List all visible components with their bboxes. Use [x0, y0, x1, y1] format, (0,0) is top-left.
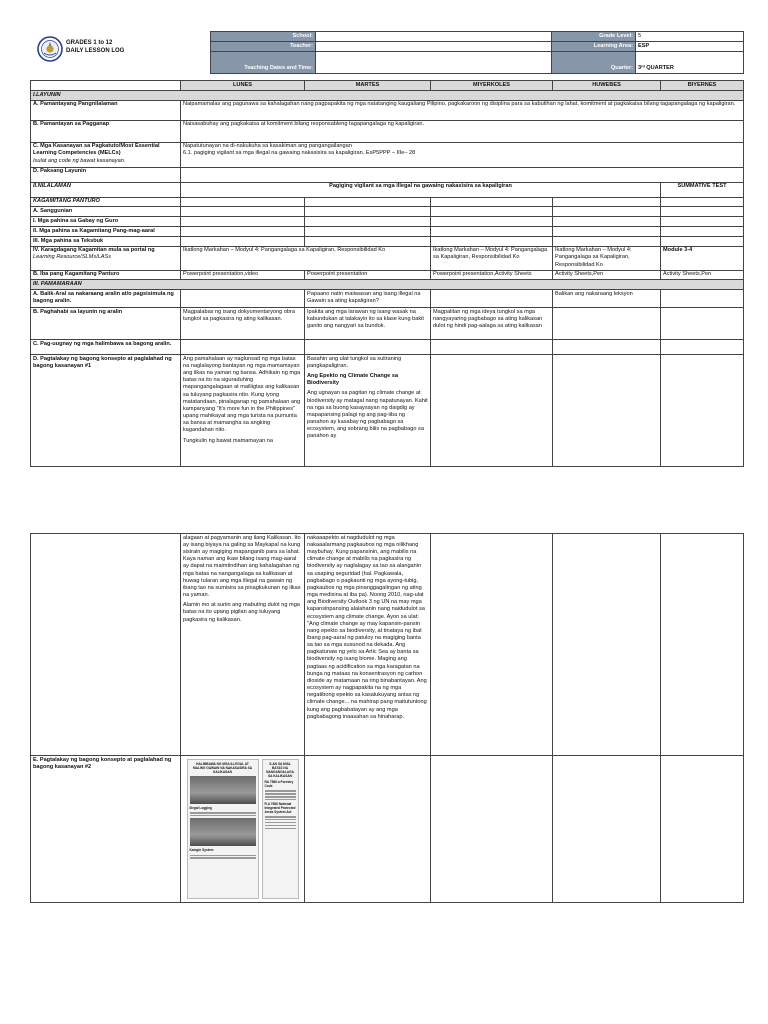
- quarter-label: Quarter:: [552, 51, 636, 73]
- day-header-miyerkoles: MIYERKOLES: [431, 81, 553, 91]
- continued-lunes-p2: Alamin mo at suriin ang mabuting dulot ng mga batas na ito upang pigilan ang tuluyang pagkasira ng kalikasan.: [183, 602, 300, 623]
- cell-melcs: [181, 142, 744, 167]
- cell-karagdagan-biyernes: Module 3-4: [661, 246, 744, 270]
- quarter-value[interactable]: 3ʳᵈ QUARTER: [636, 51, 744, 73]
- row-label-pagtalakay-1: D. Pagtalakay ng bagong konsepto at paglalahad ng bagong kasanayan #1: [31, 355, 181, 467]
- day-header-biyernes: BIYERNES: [661, 81, 744, 91]
- page-2: [0, 532, 768, 912]
- day-header-lunes: LUNES: [181, 81, 305, 91]
- row-label-iba-pang-kagamitan: B. Iba pang Kagamitang Panturo: [31, 270, 181, 280]
- row-label-karagdagang-kagamitan: [31, 246, 181, 270]
- teacher-label: Teacher:: [211, 41, 316, 51]
- cell-pagtalakay-1-martes: [305, 355, 431, 467]
- lesson-table-page-1: [30, 80, 744, 467]
- continued-label-cell: [31, 534, 181, 756]
- cell-iba-huwebes: Activity Sheets,Pen: [553, 270, 661, 280]
- melcs-text-1: Napatutunayan na di-nakukuha sa kasakiman ang pangangailangan: [183, 143, 352, 150]
- infographic-right-title: ILAN SA MGA BATAS NA NANGANGALAGA SA KALIKASAN: [266, 761, 294, 779]
- cell-paghahabi-miyerkoles: Magpalitan ng mga ideya tungkol sa mga nangyayaring pagbabago sa ating kalikasan dulot ng hindi pag-aalaga sa ating kalikasan: [431, 308, 553, 340]
- learning-area-label: Learning Area:: [552, 41, 636, 51]
- infographic-left-title: HALIMBAWA NG MGA ILLEGAL AT MALING GAWAIN NA NAKASASIRA SA KALIKASAN: [192, 761, 253, 774]
- infographic-left: [187, 759, 259, 899]
- cell-iba-lunes: Powerpoint presentation,video: [181, 270, 305, 280]
- logging-photo: [190, 776, 256, 804]
- row-label-gabay-ng-guro: I. Mga pahina sa Gabay ng Guro: [31, 217, 181, 227]
- continued-lunes-p1: alagaan at pagyamanin ang ilang Kalikasan. Ito ay isang biyaya na galing sa Maykapal na kung sisirain ay magiging mapanganib para sa lahat. Kaya naman ang ikaw bilang isang mag-aaral ay dapat na maimtindihan ang kahalagahan ng mga batas na nangangalaga sa kalikasan at huwag tularan ang mga illegal na gawain ng ibang tao na sumisira sa pinagkukunan ng ilkas na yaman.: [183, 534, 301, 599]
- row-label-pag-uugnay: C. Pag-uugnay ng mga halimbawa sa bagong aralin.: [31, 340, 181, 355]
- cell-iba-biyernes: Activity Sheets,Pen: [661, 270, 744, 280]
- row-label-teksbuk: III. Mga pahina sa Teksbuk: [31, 236, 181, 246]
- teacher-field[interactable]: [316, 41, 552, 51]
- row-label-sanggunian: A. Sanggunian: [31, 207, 181, 217]
- cell-balik-huwebes: Balikan ang nakaraang leksyon: [553, 290, 661, 308]
- cell-continued-lunes: [181, 534, 305, 756]
- article-title: Ang Epekto ng Climate Change sa Biodiversity: [307, 373, 399, 387]
- cell-pamantayan-sa-pagganap: Naisasabuhay ang pagkakaisa at komitment bilang responsableng tagapangalaga ng kapaligiran.: [181, 120, 744, 142]
- school-field[interactable]: [316, 32, 552, 42]
- section-layunin: I.LAYUNIN: [31, 90, 744, 100]
- cell-paghahabi-lunes: Magpalabas ng isang dokyumentaryong obra tungkol sa pagkasira ng ating kalikasan.: [181, 308, 305, 340]
- learning-area-value[interactable]: ESP: [636, 41, 744, 51]
- lesson-table-page-2: [30, 533, 744, 903]
- kaingin-photo: [190, 818, 256, 846]
- grade-level-label: Grade Level:: [552, 32, 636, 42]
- infographic-thumbnail: [187, 759, 299, 899]
- page-1: [0, 0, 768, 500]
- karagdagan-note: Learning Resource/SLMs/LASs: [33, 254, 112, 261]
- row-label-pamantayang-pangnilalaman: A. Pamantayang Pangnilalaman: [31, 100, 181, 120]
- section-kagamitang-panturo: KAGAMITANG PANTURO: [31, 197, 181, 207]
- teaching-dates-label: Teaching Dates and Time:: [211, 51, 316, 73]
- pagtalakay-1-martes-p1: Basahin ang ulat tungkol sa suliraning pangkapaligiran.: [307, 355, 402, 370]
- infographic-item-1: RA 7586 a Forestry Code: [264, 780, 294, 789]
- cell-iba-miyerkoles: Powerpoint presentation,Activity Sheets: [431, 270, 553, 280]
- cell-paksang-layunin[interactable]: [181, 167, 744, 182]
- infographic-caption-2: Kaingin System: [189, 848, 214, 853]
- cell-karagdagan-huwebes: Ikatlong Markahan – Modyul 4: Pangangalaga sa Kapaligiran, Responsibilidad Ko: [553, 246, 661, 270]
- section-nilalaman: II.NILALAMAN: [31, 182, 181, 197]
- row-label-pamantayan-sa-pagganap: B. Pamantayan sa Pagganap: [31, 120, 181, 142]
- day-header-huwebes: HUWEBES: [553, 81, 661, 91]
- cell-iba-martes: Powerpoint presentation: [305, 270, 431, 280]
- infographic-caption-1: Illegal Logging: [189, 806, 212, 811]
- melcs-note: Isulat ang code ng bawat kasanayan.: [33, 157, 126, 164]
- form-title: GRADES 1 to 12 DAILY LESSON LOG: [66, 40, 125, 54]
- row-label-melcs: [31, 142, 181, 167]
- cell-paghahabi-martes: Ipakita ang mga larawan ng isang wasak na kabundukan at talakayin ito sa klase kung bakit ganito ang nangyari sa bundok.: [305, 308, 431, 340]
- header-table: [210, 31, 744, 74]
- school-label: School:: [211, 32, 316, 42]
- deped-seal-icon: [37, 36, 63, 62]
- corner-cell: [31, 81, 181, 91]
- cell-pagtalakay-1-lunes: [181, 355, 305, 467]
- row-label-paghahabi: B. Paghahabi sa layunin ng aralin: [31, 308, 181, 340]
- cell-karagdagan-lunes: Ikatlong Markahan – Modyul 4: Pangangalaga sa Kapaligiran, Responsibilidad Ko: [181, 246, 431, 270]
- cell-pagtalakay-2-lunes: [181, 756, 305, 903]
- cell-karagdagan-miyerkoles: Ikatlong Markahan – Modyul 4: Pangangalaga sa Kapaligiran, Responsibilidad Ko: [431, 246, 553, 270]
- teaching-dates-field[interactable]: [316, 51, 552, 73]
- cell-nilalaman: Pagiging vigilant sa mga illegal na gawaing nakasisira sa kapaligiran: [181, 182, 661, 197]
- grade-level-value[interactable]: 5: [636, 32, 744, 42]
- pagtalakay-1-lunes-p2: Tungkulin ng bawat mamamayan na: [183, 437, 273, 444]
- cell-pamantayang-pangnilalaman: Naipamamalas ang pagunawa sa kahalagahan nang pagpapakita ng mga natatanging kaugaliang Pilipino, pagkakaroon ng disiplina para sa kabutihan ng lahat, komitment at pagkakaisa bilang tagapangalaga ng kapaligiran.: [181, 100, 744, 120]
- pagtalakay-1-martes-p2: Ang ugnayan sa pagitan ng climate change at biodiversity ay matagal nang napatunayan. Kahit na nga sa buong kasaysayan ng daigdig ay mapapansing palagi ng ang pag-iiba ng panahon ay kasabay ng pagbabago sa ecosystem, ang sobrang bilis na pagbabago sa panahon ay: [307, 390, 428, 440]
- melcs-text-2: 6.1. pagiging vigilant sa mga illegal na gawaing nakasisira sa kapaligiran. EsP5PPP – IIIe– 28: [183, 150, 416, 157]
- row-label-paksang-layunin: D. Paksang Layunin: [31, 167, 181, 182]
- section-pamamaraan: III. PAMAMARAAN: [31, 280, 744, 290]
- cell-balik-martes: Papaano natin maiiwasan ang isang illegal na Gawain sa ating kapaligiran?: [305, 290, 431, 308]
- melcs-label: C. Mga Kasanayan sa Pagkatuto/Most Essential Learning Competencies (MELCs): [33, 143, 160, 157]
- pagtalakay-1-lunes-p1: Ang pamahalaan ay naglunsad ng mga batas na naglalayong bantayan ng mga mamamayan ang ilkas na yaman ng bansa. Adhikain ng mga batas na ito na siguraduhing mapangangalagaan at mailiigtas ang kalikasan sa tuluyang pagkasira nito. Kung iyong matatandaan, pinalaganap ng pamahalaan ang kampanyang "It's more fun in the Philippines" upang mahikayat ang mga turista na pumunta sa bansa at mamangha sa angking kagandahan nito.: [183, 355, 301, 434]
- cell-continued-martes: nakaaapekto at nagdudulot ng mga nakaaalarmang pagkaubos ng mga nilikhang maybuhay. Kung papansinin, ang mabilis na climate change at mabilis na pagkasira ng biodiversity ay naglalagay sa tao sa alanganin sa usaping seguridad (hal. Pagkawala, pagbabago o pagkaunti ng mga ayong-tubig, pagkaubos ng mga pinanggagalingan ng ating mga medisina at iba pa). Noong 2010, nag-ulat ang Biodiversity Outlook 3 ng UN na may mga kapansinpansing alalahanin nang naidudulot sa ecosystem ang climate change. Ayon sa ulat: "Ang climate change ay may kapansin-pansin nang epekto sa biodiversity, at tinataya ng ibat ibang pag-aaral ng patuloy na magiging banta sa tao sa mga susunod na dekada. Ang pagkatunaw ng yelo sa Artic Sea ay banta sa biodiversity ng isang biome. Maging ang pagtaas ng acidification sa mga karagatan na bunga ng mataas na konsentrasyon ng carbon dioxide ay matamaan na ring binabantayan. Ang ecosystem ay nagpapakita na ng mga negatibong epekto sa kasalukuyang antas ng climate change... na mahirap pang maitutuntong kung ang pagbabatayan ay ang mga pagbabagong inaasahan sa hinaharap.: [305, 534, 431, 756]
- row-label-pang-mag-aaral: II. Mga pahina sa Kagamitang Pang-mag-aaral: [31, 226, 181, 236]
- karagdagan-label: IV. Karagdagang Kagamitan mula sa portal ng: [33, 247, 155, 254]
- day-header-martes: MARTES: [305, 81, 431, 91]
- cell-summative-test: SUMMATIVE TEST: [661, 182, 744, 197]
- row-label-balik-aral: A. Balik-Aral sa nakaraang aralin at/o pagsisimula ng bagong aralin.: [31, 290, 181, 308]
- infographic-item-2: R.A 7586 National Integrated Protected Areas System Act: [264, 801, 296, 815]
- infographic-right: [262, 759, 299, 899]
- row-label-pagtalakay-2: E. Pagtalakay ng bagong konsepto at paglalahad ng bagong kasanayan #2: [31, 756, 181, 903]
